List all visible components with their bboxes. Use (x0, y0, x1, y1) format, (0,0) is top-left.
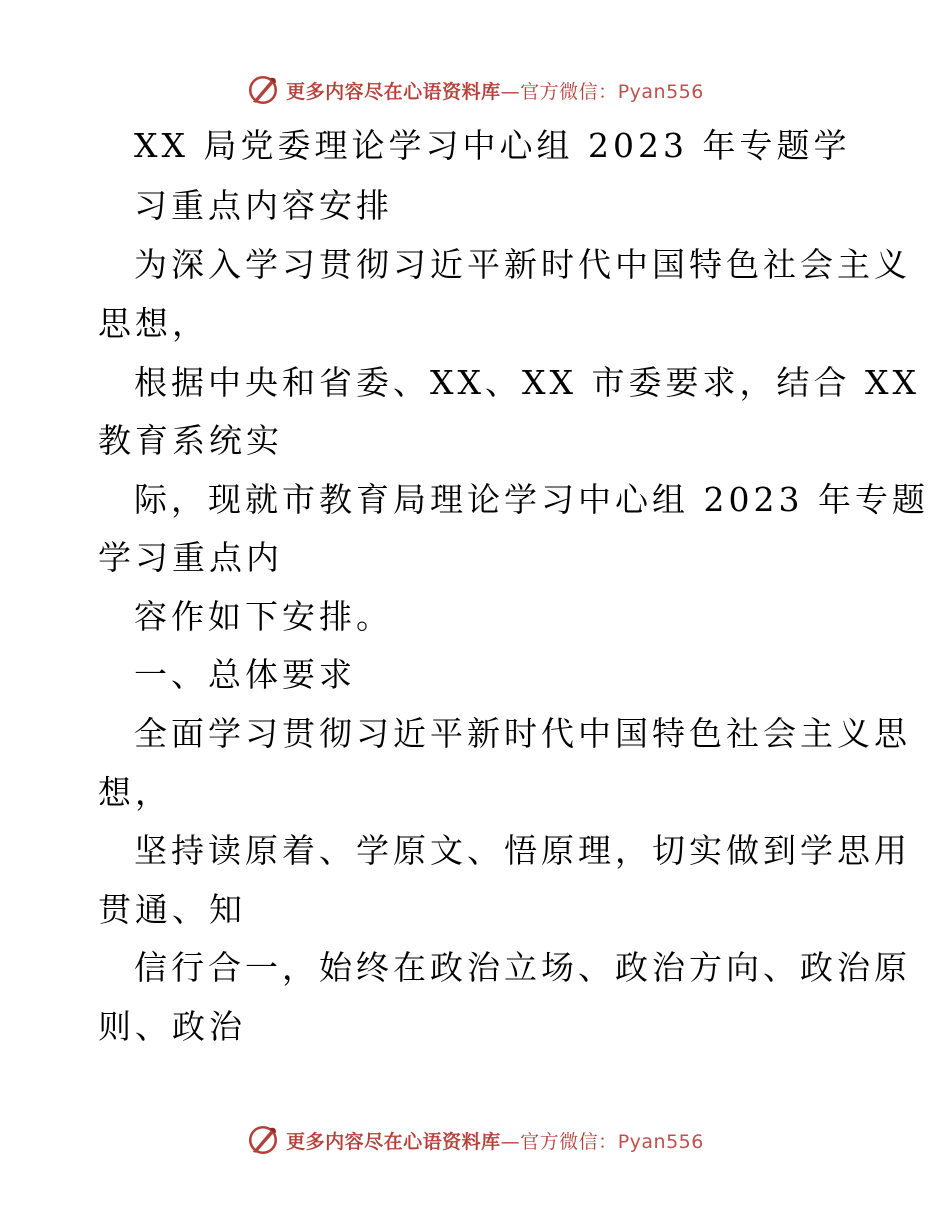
watermark-wechat-id: Pyan556 (617, 80, 704, 103)
watermark-wechat-label: 官方微信： (520, 80, 618, 103)
paragraph-line: 为深入学习贯彻习近平新时代中国特色社会主义 (134, 245, 911, 284)
watermark-text (286, 1127, 704, 1154)
paragraph-line: 全面学习贯彻习近平新时代中国特色社会主义思 (134, 714, 911, 753)
watermark-wechat-id: Pyan556 (617, 1130, 704, 1153)
paragraph-line: 想， (98, 773, 172, 812)
section-heading: 一、总体要求 (134, 655, 356, 694)
paragraph-line: 际，现就市教育局理论学习中心组 2023 年专题 (134, 480, 929, 519)
paragraph-line: 容作如下安排。 (134, 597, 393, 636)
paragraph-line: 思想， (98, 304, 209, 343)
watermark-separator: — (500, 1130, 521, 1153)
watermark-wechat-label: 官方微信： (520, 1130, 618, 1153)
paragraph-line: 根据中央和省委、XX、XX 市委要求，结合 XX (134, 363, 920, 402)
paragraph-line: 教育系统实 (98, 421, 283, 460)
paragraph-line: 坚持读原着、学原文、悟原理，切实做到学思用 (134, 831, 911, 870)
document-title-line-1: XX 局党委理论学习中心组 2023 年专题学 (134, 126, 851, 165)
paragraph-line: 贯通、知 (98, 890, 246, 929)
watermark-site: 更多内容尽在心语资料库 (286, 1130, 501, 1153)
paragraph-line: 学习重点内 (98, 538, 283, 577)
paragraph-line: 则、政治 (98, 1007, 246, 1046)
watermark-site: 更多内容尽在心语资料库 (286, 80, 501, 103)
footer-watermark (0, 1120, 950, 1160)
quill-pen-circle-icon (246, 1123, 280, 1157)
watermark-separator: — (500, 80, 521, 103)
paragraph-line: 信行合一，始终在政治立场、政治方向、政治原 (134, 948, 911, 987)
document-title-line-2: 习重点内容安排 (134, 186, 393, 225)
